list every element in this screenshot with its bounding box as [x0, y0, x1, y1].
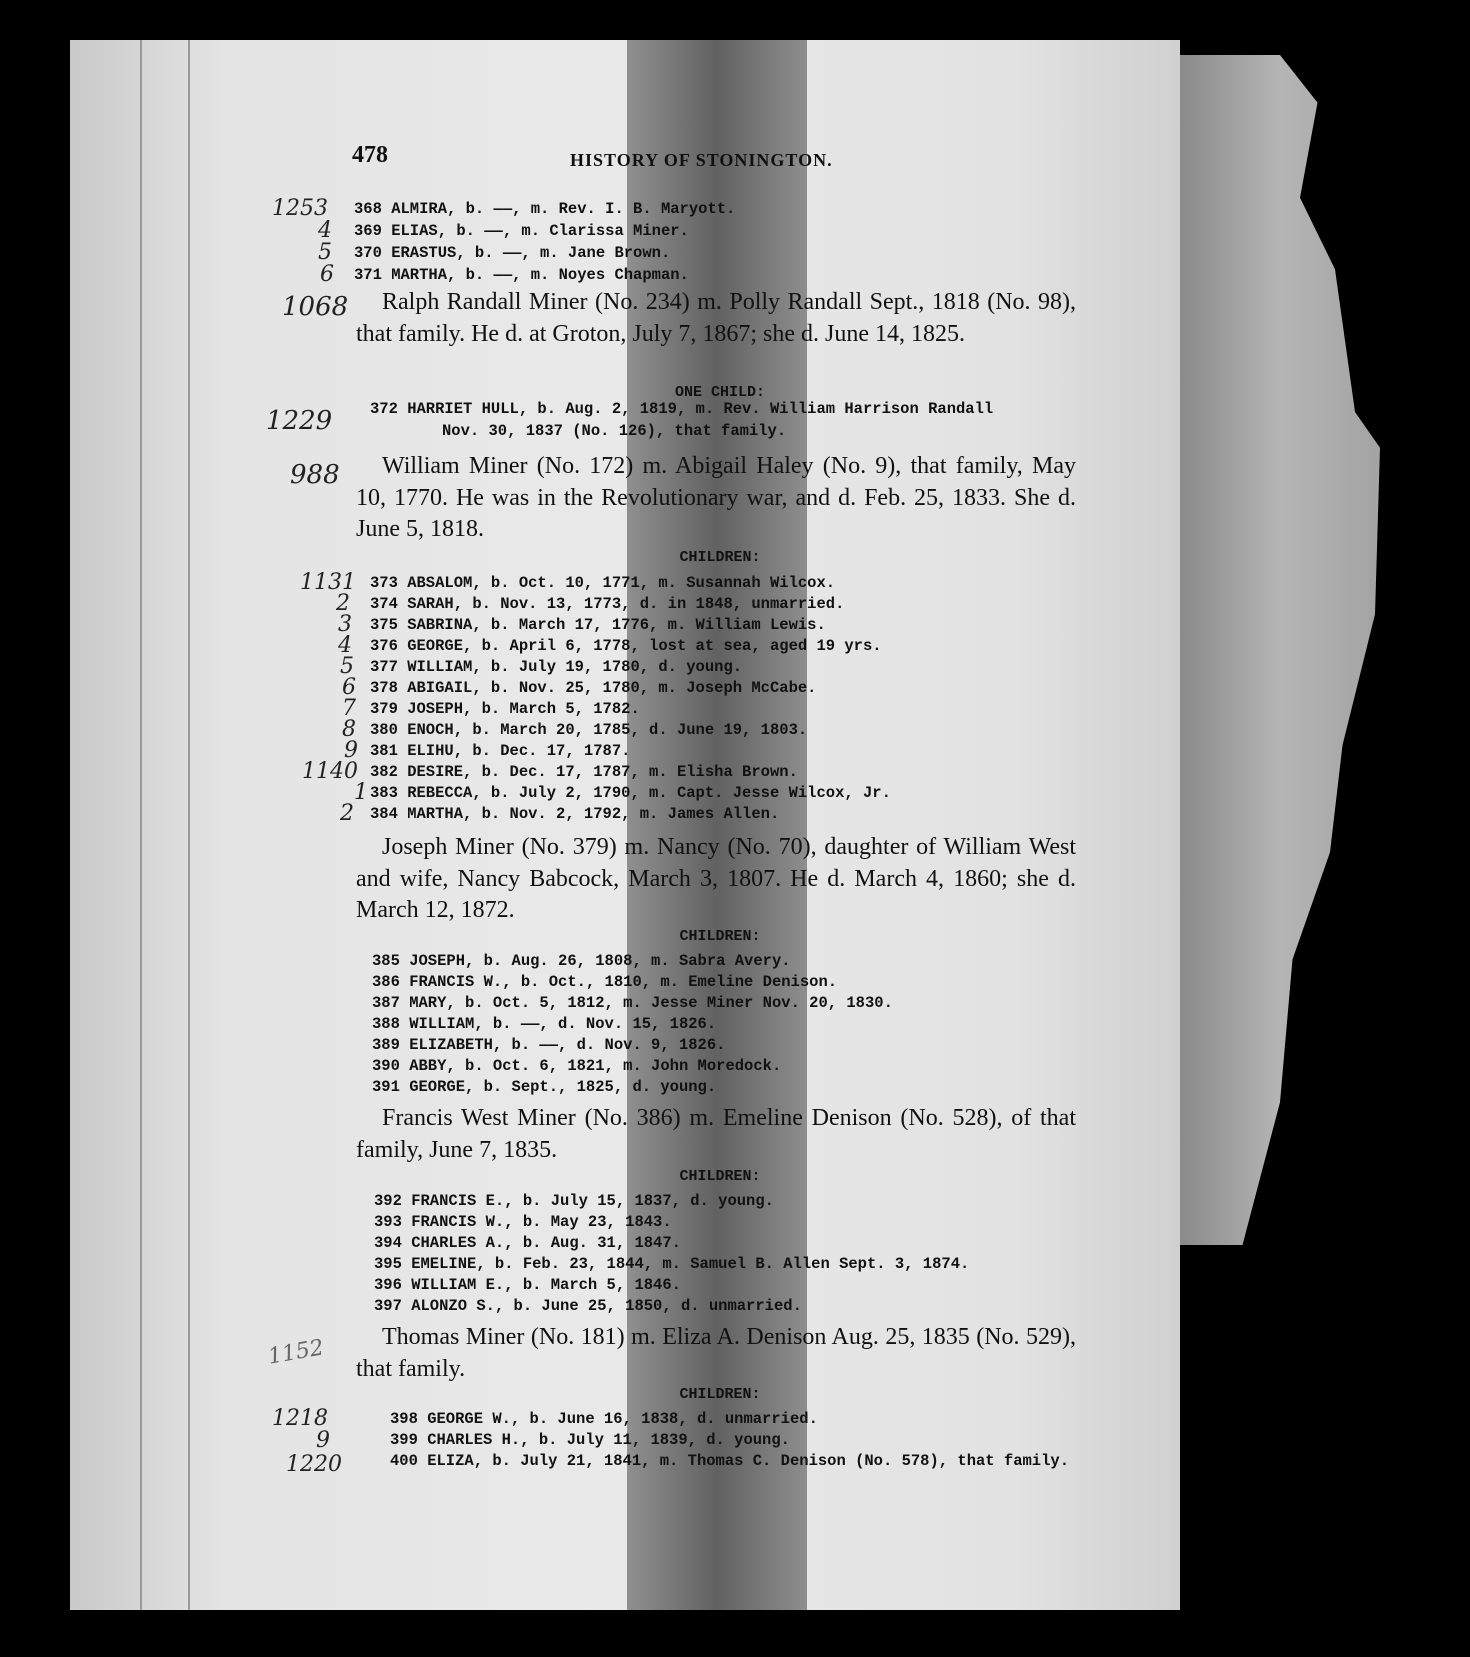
entry-line: 386 FRANCIS W., b. Oct., 1810, m. Emeline Denison. [372, 973, 838, 991]
entry-line: 380 ENOCH, b. March 20, 1785, d. June 19, 1803. [370, 721, 808, 739]
family-paragraph: Francis West Miner (No. 386) m. Emeline Denison (No. 528), of that family, June 7, 1835. [356, 1105, 1076, 1163]
entry-line: 396 WILLIAM E., b. March 5, 1846. [374, 1276, 681, 1294]
entry-line: 384 MARTHA, b. Nov. 2, 1792, m. James Allen. [370, 805, 780, 823]
margin-note: 1068 [282, 292, 349, 322]
entry-line: 387 MARY, b. Oct. 5, 1812, m. Jesse Miner Nov. 20, 1830. [372, 994, 893, 1012]
running-head: HISTORY OF STONINGTON. [570, 150, 833, 170]
entry-line: 383 REBECCA, b. July 2, 1790, m. Capt. Jesse Wilcox, Jr. [370, 784, 891, 802]
entry-line: 397 ALONZO S., b. June 25, 1850, d. unmarried. [374, 1297, 802, 1315]
family-paragraph: Ralph Randall Miner (No. 234) m. Polly Randall Sept., 1818 (No. 98), that family. He d. at Groton, July 7, 1867; she d. June 14, 1825. [356, 289, 1076, 347]
entry-line: 389 ELIZABETH, b. ——, d. Nov. 9, 1826. [372, 1036, 726, 1054]
entry-line: 394 CHARLES A., b. Aug. 31, 1847. [374, 1234, 681, 1252]
entry-line: 395 EMELINE, b. Feb. 23, 1844, m. Samuel B. Allen Sept. 3, 1874. [374, 1255, 970, 1273]
entry-line: 368 ALMIRA, b. ——, m. Rev. I. B. Maryott. [354, 200, 736, 218]
entry-line: 372 HARRIET HULL, b. Aug. 2, 1819, m. Rev. William Harrison Randall [370, 400, 994, 418]
entry-line: 388 WILLIAM, b. ——, d. Nov. 15, 1826. [372, 1015, 717, 1033]
entry-line: 381 ELIHU, b. Dec. 17, 1787. [370, 742, 631, 760]
margin-note: 9 [344, 738, 358, 763]
margin-note: 1229 [266, 406, 333, 436]
margin-note: 1152 [266, 1335, 326, 1370]
entry-line: 369 ELIAS, b. ——, m. Clarissa Miner. [354, 222, 689, 240]
entry-line: 379 JOSEPH, b. March 5, 1782. [370, 700, 640, 718]
section-heading: CHILDREN: [679, 928, 761, 945]
margin-note: 1220 [286, 1452, 342, 1477]
entry-line: 399 CHARLES H., b. July 11, 1839, d. young. [390, 1431, 790, 1449]
entry-line: 375 SABRINA, b. March 17, 1776, m. William Lewis. [370, 616, 826, 634]
entry-line: 400 ELIZA, b. July 21, 1841, m. Thomas C. Denison (No. 578), that family. [390, 1452, 1070, 1470]
entry-line: 398 GEORGE W., b. June 16, 1838, d. unmarried. [390, 1410, 818, 1428]
entry-line: 385 JOSEPH, b. Aug. 26, 1808, m. Sabra Avery. [372, 952, 791, 970]
margin-note: 3 [338, 612, 352, 637]
margin-note: 1253 [272, 196, 328, 221]
family-paragraph: Joseph Miner (No. 379) m. Nancy (No. 70), daughter of William West and wife, Nancy Babcock, March 3, 1807. He d. March 4, 1860; she d. March 12, 1872. [356, 834, 1076, 923]
margin-note: 5 [340, 654, 354, 679]
margin-note: 2 [340, 801, 354, 826]
entry-line: 371 MARTHA, b. ——, m. Noyes Chapman. [354, 266, 689, 284]
entry-line: 370 ERASTUS, b. ——, m. Jane Brown. [354, 244, 671, 262]
entry-line: 378 ABIGAIL, b. Nov. 25, 1780, m. Joseph McCabe. [370, 679, 817, 697]
family-paragraph: William Miner (No. 172) m. Abigail Haley (No. 9), that family, May 10, 1770. He was in the Revolutionary war, and d. Feb. 25, 1833. She d. June 5, 1818. [356, 453, 1076, 542]
entry-line: 392 FRANCIS E., b. July 15, 1837, d. young. [374, 1192, 774, 1210]
entry-line: 393 FRANCIS W., b. May 23, 1843. [374, 1213, 672, 1231]
margin-note: 9 [316, 1428, 330, 1453]
margin-note: 1218 [272, 1406, 328, 1431]
entry-line: 376 GEORGE, b. April 6, 1778, lost at sea, aged 19 yrs. [370, 637, 882, 655]
section-heading: CHILDREN: [679, 549, 761, 566]
margin-note: 1131 [300, 570, 356, 595]
margin-note: 8 [342, 717, 356, 742]
margin-note: 7 [342, 696, 356, 721]
margin-note: 1140 [302, 759, 358, 784]
entry-line: 374 SARAH, b. Nov. 13, 1773, d. in 1848, unmarried. [370, 595, 845, 613]
entry-line: 373 ABSALOM, b. Oct. 10, 1771, m. Susannah Wilcox. [370, 574, 836, 592]
entry-line: 390 ABBY, b. Oct. 6, 1821, m. John Moredock. [372, 1057, 782, 1075]
entry-continuation: Nov. 30, 1837 (No. 126), that family. [442, 422, 787, 440]
entry-line: 377 WILLIAM, b. July 19, 1780, d. young. [370, 658, 743, 676]
margin-note: 4 [318, 218, 332, 243]
family-paragraph: Thomas Miner (No. 181) m. Eliza A. Denison Aug. 25, 1835 (No. 529), that family. [356, 1324, 1076, 1382]
margin-note: 6 [320, 262, 334, 287]
section-heading: ONE CHILD: [674, 384, 765, 401]
margin-note: 5 [318, 240, 332, 265]
margin-note: 988 [290, 460, 340, 490]
margin-note: 6 [342, 675, 356, 700]
margin-note: 4 [338, 633, 352, 658]
section-heading: CHILDREN: [679, 1168, 761, 1185]
page-number: 478 [352, 142, 388, 168]
entry-line: 391 GEORGE, b. Sept., 1825, d. young. [372, 1078, 717, 1096]
entry-line: 382 DESIRE, b. Dec. 17, 1787, m. Elisha Brown. [370, 763, 798, 781]
margin-note: 2 [336, 591, 350, 616]
section-heading: CHILDREN: [679, 1386, 761, 1403]
margin-note: 1 [354, 780, 368, 805]
